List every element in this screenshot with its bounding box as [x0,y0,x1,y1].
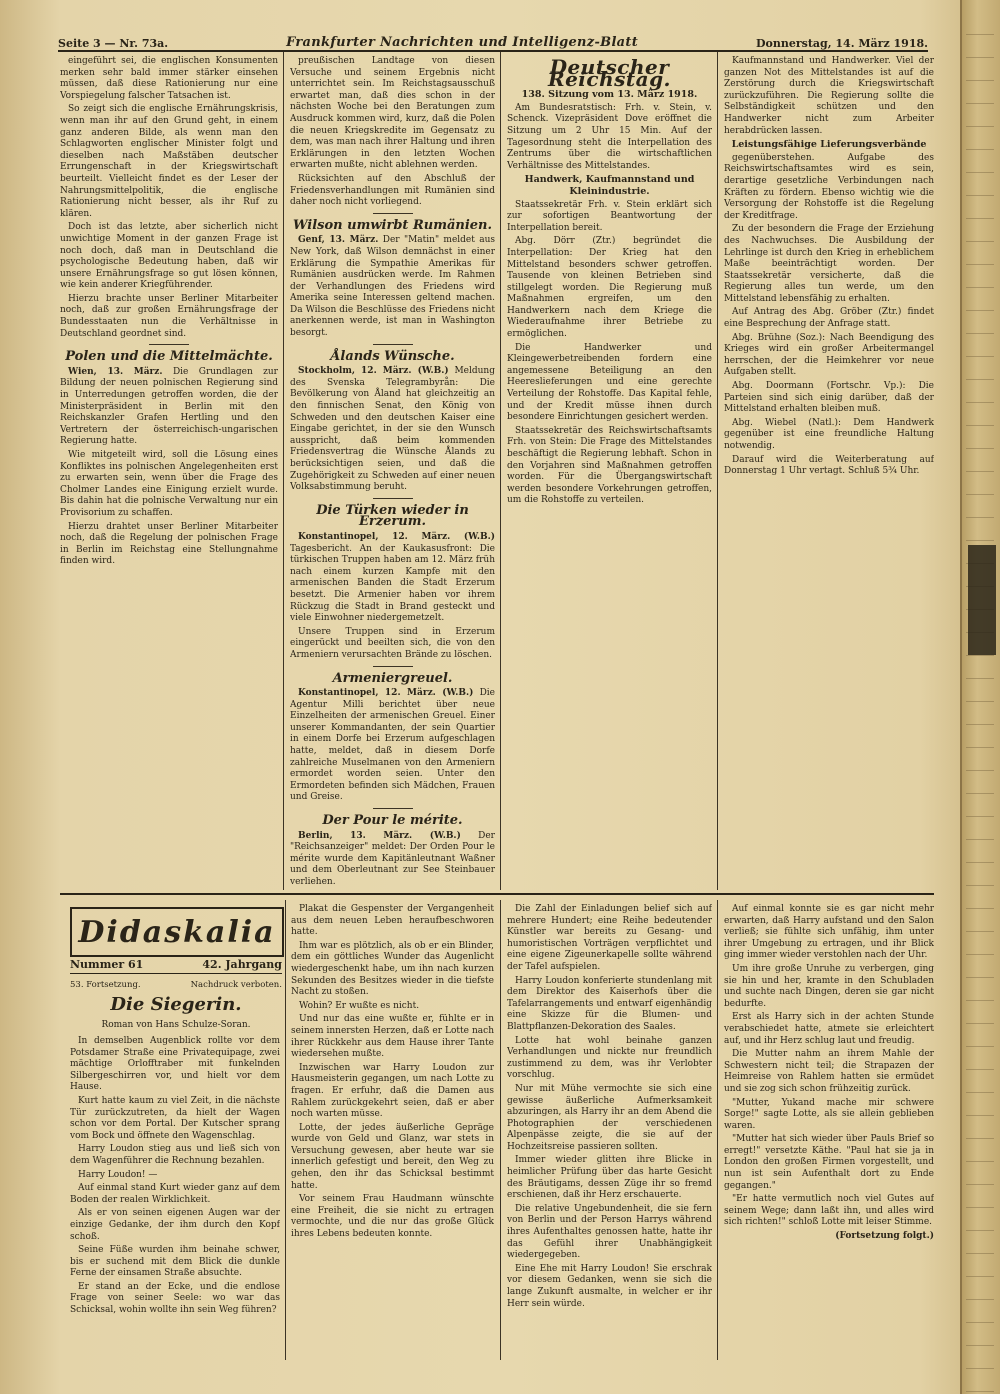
edge-mark [966,526,994,541]
separator [373,666,413,667]
col2-paragraph: Der "Matin" meldet aus New York, daß Wilson demnächst in einer Erklärung die Sympathie Amerikas für Rumänien ausdrücken werde. Im Rahmen der Verhandlungen des Friedens wird Amerika seine Interessen geltend machen. Da Wilson die Beschlüsse des Friedens nicht anerkennen werde, ist man in Washington besorgt. [290,235,495,339]
col4-paragraph: Abg. Doormann (Fortschr. Vp.): Die Parteien sind sich einig darüber, daß der Mittelstand erhalten bleiben muß. [724,381,934,415]
story-paragraph: Plakat die Gespenster der Vergangenheit aus dem neuen Leben heraufbeschworen hatte. [291,904,494,938]
headline-aland: Ålands Wünsche. [330,348,455,364]
edge-mark [966,1101,994,1116]
col4-paragraph: Auf Antrag des Abg. Gröber (Ztr.) findet eine Besprechung der Anfrage statt. [724,307,934,330]
col2-paragraph: Meldung des Svenska Telegrambyrån: Die Bevölkerung von Åland hat gleichzeitig an den finnischen Senat, den König von Schweden und den deutschen Kaiser eine Eingabe gerichtet, in der sie den Wunsch ausspricht, daß beim kommenden Friedensvertrag die Wünsche Ålands zu berücksichtigen seien, und daß die Zugehörigkeit zu Schweden auf einer neuen Volksabstimmung beruht. [290,366,495,493]
column-3 [507,56,712,886]
story-paragraph: Seine Füße wurden ihm beinahe schwer, bis er suchend mit dem Blick die dunkle Ferne der einsamen Straße absuchte. [70,1245,280,1279]
story-paragraph: Harry Loudon stieg aus und ließ sich von dem Wagenführer die Rechnung bezahlen. [70,1144,280,1166]
edge-mark [966,135,994,150]
story-paragraph: Immer wieder glitten ihre Blicke in heimlicher Prüfung über das harte Gesicht des Bräutigams, dessen Züge ihr so fremd erschienen, daß ihr Herz erschauerte. [507,1155,712,1201]
feuilleton-number: Nummer 61 [70,958,144,971]
session-subtitle: 138. Sitzung vom 13. März 1918. [521,89,698,101]
col3-paragraph: Staatssekretär des Reichswirtschaftsamts Frh. von Stein: Die Frage des Mittelstandes beschäftigt die Regierung lebhaft. Schon in den Vorjahren sind Maßnahmen getroffen worden. Für die Übergangswirtschaft werden besondere Vorkehrungen getroffen, um die Rohstoffe zu verteilen. [507,425,712,506]
column-2 [290,56,495,886]
edge-mark [966,342,994,357]
feuilleton-issue-line [70,958,282,971]
subheadline-lieferungsverbaende: Leistungsfähige Lieferungsverbände [731,139,927,151]
story-paragraph: Lotte hat wohl beinahe ganzen Verhandlungen und nickte nur freundlich zustimmend zu dem, was ihr Verlobter vorschlug. [507,1035,712,1081]
story-paragraph: Eine Ehe mit Harry Loudon! Sie erschrak vor diesem Gedanken, wenn sie sich die lange Zukunft ausmalte, in welcher er ihr Herr sein würde. [507,1263,712,1309]
edge-mark [966,20,994,35]
column-rule [717,900,718,1360]
page-edge-strip [960,0,1000,1394]
feuilleton-year: 42. Jahrgang [202,958,282,971]
col2-paragraph: Tagesbericht. An der Kaukasusfront: Die türkischen Truppen haben am 12. März früh nach einem kurzen Kampfe mit den armenischen Banden die Stadt Erzerum besetzt. Die Armenier haben vor ihrem Rückzug die Stadt in Brand gesteckt und viele Einwohner niedergemetzelt. [290,543,495,624]
col1-paragraph: Hierzu drahtet unser Berliner Mitarbeiter noch, daß die Regelung der polnischen Frage in Berlin im Reichstag eine Stellungnahme finden wird. [60,521,278,567]
headline-erzerum: Die Türken wieder in Erzerum. [316,502,469,530]
column-rule [500,900,501,1360]
edge-mark [966,1193,994,1208]
col3-paragraph: Am Bundesratstisch: Frh. v. Stein, v. Schenck. Vizepräsident Dove eröffnet die Sitzung um 2 Uhr 15 Min. Auf der Tagesordnung steht die Interpellation des Zentrums über die wirtschaftlichen Verhältnisse des Mittelstandes. [507,102,712,171]
headline-reichstag: Deutscher Reichstag. [547,56,672,91]
edge-mark [966,710,994,725]
feuilleton-divider [60,893,934,895]
story-paragraph: Die Zahl der Einladungen belief sich auf mehrere Hundert; eine Reihe bedeutender Künstler war bereits zu Gesang- und humoristischen Vorträgen verpflichtet und eine eigene Zigeunerkapelle sollte während der Tafel aufspielen. [507,904,712,972]
edge-mark [966,365,994,380]
edge-mark [966,503,994,518]
story-paragraph: Harry Loudon! — [78,1169,158,1180]
dateline: Wien, 13. März. [68,366,163,377]
col4-paragraph: Abg. Brühne (Soz.): Nach Beendigung des Krieges wird ein großer Arbeitermangel herrschen, der die Heimkehrer vor neue Aufgaben stellt. [724,332,934,378]
col3-paragraph: Staatssekretär Frh. v. Stein erklärt sich zur sofortigen Beantwortung der Interpellation bereit. [507,199,712,233]
headline-wilson: Wilson umwirbt Rumänien. [292,217,493,233]
col2-paragraph: Unsere Truppen sind in Erzerum eingerückt und beeilten sich, die von den Armeniern verursachten Brände zu löschen. [290,626,495,660]
continuation-line [70,980,282,990]
story-paragraph: Inzwischen war Harry Loudon zur Hausmeisterin gegangen, um nach Lotte zu fragen. Er erfuhr, daß die Damen aus Rahlem zurückgekehrt seien, daß er aber noch warten müsse. [291,1062,494,1120]
to-be-continued: (Fortsetzung folgt.) [835,1231,934,1242]
col1-paragraph: Hierzu brachte unser Berliner Mitarbeiter noch, daß zur großen Ernährungsfrage der Bundesstaaten nun die Verhältnisse in Deutschland geordnet sind. [60,293,278,339]
edge-mark [966,1009,994,1024]
edge-mark [966,1285,994,1300]
headline-armenier: Armeniergreuel. [332,670,453,686]
edge-mark [966,1262,994,1277]
column-rule [285,900,286,1360]
col4-paragraph: Kaufmannstand und Handwerker. Viel der ganzen Not des Mittelstandes ist auf die Zerstörung durch die Kriegswirtschaft zurückzuführen. Die Regierung sollte die Selbständigkeit schützen und den Handwerker nicht zum Arbeiter herabdrücken lassen. [724,56,934,136]
col1-paragraph: Die Grundlagen zur Bildung der neuen polnischen Regierung sind in Unterredungen getroffen worden, die der Ministerpräsident in Berlin mit den Reichskanzler Grafen Hertling und den Vertretern der österreichisch-ungarischen Regierung hatte. [60,366,278,447]
col4-paragraph: gegenüberstehen. Aufgabe des Reichswirtschaftsamtes wird es sein, derartige gesetzliche Verbindungen nach Kräften zu fördern. Ebenso wichtig wie die Versorgung der Rohstoffe ist die Regelung der Kreditfrage. [724,152,934,221]
separator [70,973,282,974]
edge-mark [966,1377,994,1392]
separator [149,344,189,345]
edge-mark [966,664,994,679]
dateline: Konstantinopel, 12. März. (W.B.) [298,688,474,699]
edge-mark [966,388,994,403]
edge-mark [966,986,994,1001]
edge-mark [966,227,994,242]
edge-mark [966,779,994,794]
edge-mark [966,687,994,702]
story-paragraph: Kurt hatte kaum zu viel Zeit, in die nächste Tür zurückzutreten, da hielt der Wagen schon vor dem Portal. Der Kutscher sprang vom Bock und öffnete den Wagenschlag. [70,1095,280,1141]
edge-mark [966,894,994,909]
edge-mark [966,756,994,771]
page-header [58,30,928,52]
edge-mark [966,733,994,748]
edge-mark [966,871,994,886]
column-1 [60,56,278,886]
col4-paragraph: Abg. Wiebel (Natl.): Dem Handwerk gegenüber ist eine freundliche Haltung notwendig. [724,417,934,451]
edge-mark [966,848,994,863]
col1-paragraph: Wie mitgeteilt wird, soll die Lösung eines Konfliktes ins polnischen Angelegenheiten erst zu erwarten sein, wenn über die Frage des Cholmer Landes eine Einigung erzielt wurde. Bis dahin hat die polnische Verwaltung nur ein Provisorium zu schaffen. [60,450,278,518]
edge-mark [966,319,994,334]
edge-mark [966,43,994,58]
header-page-number: Seite 3 — Nr. 73a. [58,37,169,50]
story-paragraph: Harry Loudon konferierte stundenlang mit dem Direktor des Kaiserhofs über die Tafelarrangements und entwarf eigenhändig eine Skizze für die Blumen- und Blattpflanzen-Dekoration des Saales. [507,975,712,1032]
feuilleton-column-4 [724,904,934,1366]
separator [373,808,413,809]
col1-paragraph: Doch ist das letzte, aber sicherlich nicht unwichtige Moment in der ganzen Frage ist noch doch, daß man in Deutschland die psychologische Bedeutung haben, daß wir unsere Ernährungsfrage so gut lösen können, wie kein anderer Kriegführender. [60,222,278,291]
story-paragraph: "Mutter, Yukand mache mir schwere Sorge!" sagte Lotte, als sie allein geblieben waren. [724,1097,934,1131]
edge-mark [966,825,994,840]
column-rule [283,52,284,890]
story-paragraph: Erst als Harry sich in der achten Stunde verabschiedet hatte, atmete sie erleichtert auf, und ihr Herz schlug laut und freudig. [724,1012,934,1046]
story-paragraph: Auf einmal konnte sie es gar nicht mehr erwarten, daß Harry aufstand und den Salon verließ; sie fühlte sich unfähig, ihm unter ihrer Umgebung zu ertragen, und ihr Blick ging immer wieder verstohlen nach der Uhr. [724,904,934,961]
edge-mark [966,1331,994,1346]
dateline: Genf, 13. März. [298,235,379,246]
edge-mark [966,1078,994,1093]
story-paragraph: Vor seinem Frau Haudmann wünschte eine Freiheit, die sie nicht zu ertragen vermochte, und die nur das große Glück ihres Lebens bedeuten konnte. [291,1194,494,1240]
edge-mark [966,112,994,127]
adjacent-page-fragment [968,545,996,655]
edge-mark [966,411,994,426]
col3-paragraph: Die Handwerker und Kleingewerbetreibenden fordern eine angemessene Beteiligung an den Heereslieferungen und eine gerechte Verteilung der Rohstoffe. Das Kapital fehle, und der Kredit müsse ihnen durch besondere Einrichtungen gesichert werden. [507,342,712,423]
col4-paragraph: Darauf wird die Weiterberatung auf Donnerstag 1 Uhr vertagt. Schluß 5¾ Uhr. [724,454,934,477]
story-paragraph: In demselben Augenblick rollte vor dem Potsdamer Straße eine Privatequipage, zwei mächtige Orlofftraber mit funkelnden Silbergeschirren vor, und hielt vor dem Hause. [70,1036,280,1093]
edge-mark [966,434,994,449]
col2-paragraph: Der "Reichsanzeiger" meldet: Der Orden Pour le mérite wurde dem Kapitänleutnant Waßner und dem Oberleutnant zur See Steinbauer verliehen. [290,830,495,886]
story-paragraph: Die Mutter nahm an ihrem Mahle der Schwestern nicht teil; die Strapazen der Heimreise von Rahlem hatten sie ermüdet und sie zog sich schon frühzeitig zurück. [724,1049,934,1094]
col2-paragraph: preußischen Landtage von diesen Versuche und seinem Ergebnis nicht unterrichtet sein. Im Reichstagsausschuß erwartet man, daß dies schon in der nächsten Woche bei den Beratungen zum Ausdruck kommen wird, kurz, daß die Polen die neuen Kriegskredite im Gegensatz zu dem, was man nach ihrer Haltung und ihren Erklärungen in den letzten Wochen erwarten mußte, nicht ablehnen werden. [290,56,495,171]
story-paragraph: Um ihre große Unruhe zu verbergen, ging sie hin und her, kramte in den Schubladen und suchte nach Dingen, deren sie gar nicht bedurfte. [724,963,934,1009]
col1-paragraph: So zeigt sich die englische Ernährungskrisis, wenn man ihr auf den Grund geht, in einem ganz anderen Bilde, als wenn man den Schlagworten englischer Minister folgt und dieselben nach Maßstäben deutscher Errungenschaft in der Kriegswirtschaft beurteilt. Vielleicht findet es der Leser der Nahrungsmittelpolitik, die englische Rationierung nicht besser, als ihr Ruf zu klären. [60,104,278,219]
edge-mark [966,1055,994,1070]
col3-paragraph: Abg. Dörr (Ztr.) begründet die Interpellation: Der Krieg hat den Mittelstand besonders schwer getroffen. Tausende von kleinen Betrieben sind stillgelegt worden. Die Regierung muß Maßnahmen ergreifen, um den Handwerkern nach dem Kriege die Wiederaufnahme ihrer Betriebe zu ermöglichen. [507,236,712,340]
story-paragraph: Ihm war es plötzlich, als ob er ein Blinder, dem ein göttliches Wunder das Augenlicht wiedergeschenkt habe, um ihn nach kurzen Sekunden des Besitzes wieder in die tiefste Nacht zu stoßen. [291,940,494,998]
story-title: Die Siegerin. [110,994,242,1015]
story-paragraph: "Er hatte vermutlich noch viel Gutes auf seinem Wege; dann laßt ihn, und alles wird sich richten!" schloß Lotte mit leiser Stimme. [724,1194,934,1228]
story-author: Roman von Hans Schulze-Soran. [101,1020,251,1030]
edge-mark [966,917,994,932]
header-date: Donnerstag, 14. März 1918. [755,37,928,50]
edge-mark [966,66,994,81]
edge-mark [966,1354,994,1369]
col1-paragraph: eingeführt sei, die englischen Konsumenten merken sehr bald immer stärker einsehen müssen, daß diese Rationierung nur eine Vorspiegelung falscher Tatsachen ist. [60,56,278,101]
edge-mark [966,158,994,173]
edge-mark [966,250,994,265]
header-masthead: Frankfurter Nachrichten und Intelligenz-Blatt [286,35,639,50]
edge-mark [966,1216,994,1231]
column-rule [717,52,718,890]
edge-mark [966,1170,994,1185]
edge-mark [966,1239,994,1254]
column-4 [724,56,934,886]
edge-mark [966,1308,994,1323]
col4-paragraph: Zu der besondern die Frage der Erziehung des Nachwuchses. Die Ausbildung der Lehrlinge ist durch den Krieg in erheblichem Maße beeinträchtigt worden. Der Staatssekretär versicherte, daß die Regierung alles tun werde, um den Mittelstand lebensfähig zu erhalten. [724,224,934,304]
edge-mark [966,296,994,311]
story-paragraph: Die relative Ungebundenheit, die sie fern von Berlin und der Person Harrys während ihres Aufenthaltes genossen hatte, hatte ihr das Gefühl ihrer Unabhängigkeit wiedergegeben. [507,1203,712,1261]
dateline: Konstantinopel, 12. März. (W.B.) [298,531,495,542]
feuilleton-title: Didaskalia [70,907,284,957]
story-paragraph: Nur mit Mühe vermochte sie sich eine gewisse äußerliche Aufmerksamkeit abzuringen, als Harry ihr an dem Abend die Photographien der verschiedenen Alpenpässe zeigte, die sie auf der Hochzeitsreise passieren sollten. [507,1083,712,1152]
edge-mark [966,457,994,472]
feuilleton-column-3 [507,904,712,1366]
separator [373,498,413,499]
edge-mark [966,89,994,104]
dateline: Stockholm, 12. März. (W.B.) [298,366,449,377]
col2-paragraph: Rücksichten auf den Abschluß der Friedensverhandlungen mit Rumänien sind daher noch nicht vorliegend. [290,173,495,208]
edge-mark [966,273,994,288]
edge-mark [966,802,994,817]
continuation-number: 53. Fortsetzung. [70,980,141,990]
reprint-notice: Nachdruck verboten. [190,980,282,990]
story-paragraph: Und nur das eine wußte er, fühlte er in seinem innersten Herzen, daß er Lotte nach ihrer Rückkehr aus dem Hause ihrer Tante wiedersehen mußte. [291,1014,494,1060]
story-paragraph: Lotte, der jedes äußerliche Gepräge wurde von Geld und Glanz, war stets in Versuchung gewesen, aber heute war sie innerlich gefestigt und bereit, den Weg zu gehen, den ihr das Schicksal bestimmt hatte. [291,1122,494,1191]
story-paragraph: Auf einmal stand Kurt wieder ganz auf dem Boden der realen Wirklichkeit. [70,1183,280,1205]
story-paragraph: Als er von seinen eigenen Augen war der einzige Gedanke, der ihm durch den Kopf schoß. [70,1208,280,1242]
col2-paragraph: Die Agentur Milli berichtet über neue Einzelheiten der armenischen Greuel. Einer unserer Kommandanten, der sein Quartier in einem Dorfe bei Erzerum aufgeschlagen hatte, meldet, daß in diesem Dorfe zahlreiche Muselmanen von den Armeniern ermordet worden seien. Unter den Ermordeten befinden sich Mädchen, Frauen und Greise. [290,688,495,803]
story-paragraph: "Mutter hat sich wieder über Pauls Brief so erregt!" versetzte Käthe. "Paul hat sie ja in London den großen Firmen vorgestellt, und nun ist sein Aufenthalt dort zu Ende gegangen." [724,1134,934,1191]
edge-mark [966,1124,994,1139]
edge-mark [966,1147,994,1162]
story-paragraph: Er stand an der Ecke, und die endlose Frage von seiner Seele: wo war das Schicksal, wohin wollte ihn sein Weg führen? [70,1281,280,1316]
column-rule [500,52,501,890]
edge-mark [966,1032,994,1047]
edge-mark [966,204,994,219]
headline-polen: Polen und die Mittelmächte. [65,349,273,365]
edge-mark [966,940,994,955]
headline-pour-le-merite: Der Pour le mérite. [322,813,463,829]
edge-mark [966,963,994,978]
subheadline-handwerk: Handwerk, Kaufmannstand und Kleinindustrie. [524,174,695,197]
dateline: Berlin, 13. März. (W.B.) [298,830,461,841]
feuilleton-column-1 [70,1036,280,1366]
separator [373,213,413,214]
edge-mark [966,181,994,196]
edge-mark [966,480,994,495]
story-paragraph: Wohin? Er wußte es nicht. [299,1000,420,1011]
feuilleton-column-2 [291,904,494,1366]
separator [373,344,413,345]
